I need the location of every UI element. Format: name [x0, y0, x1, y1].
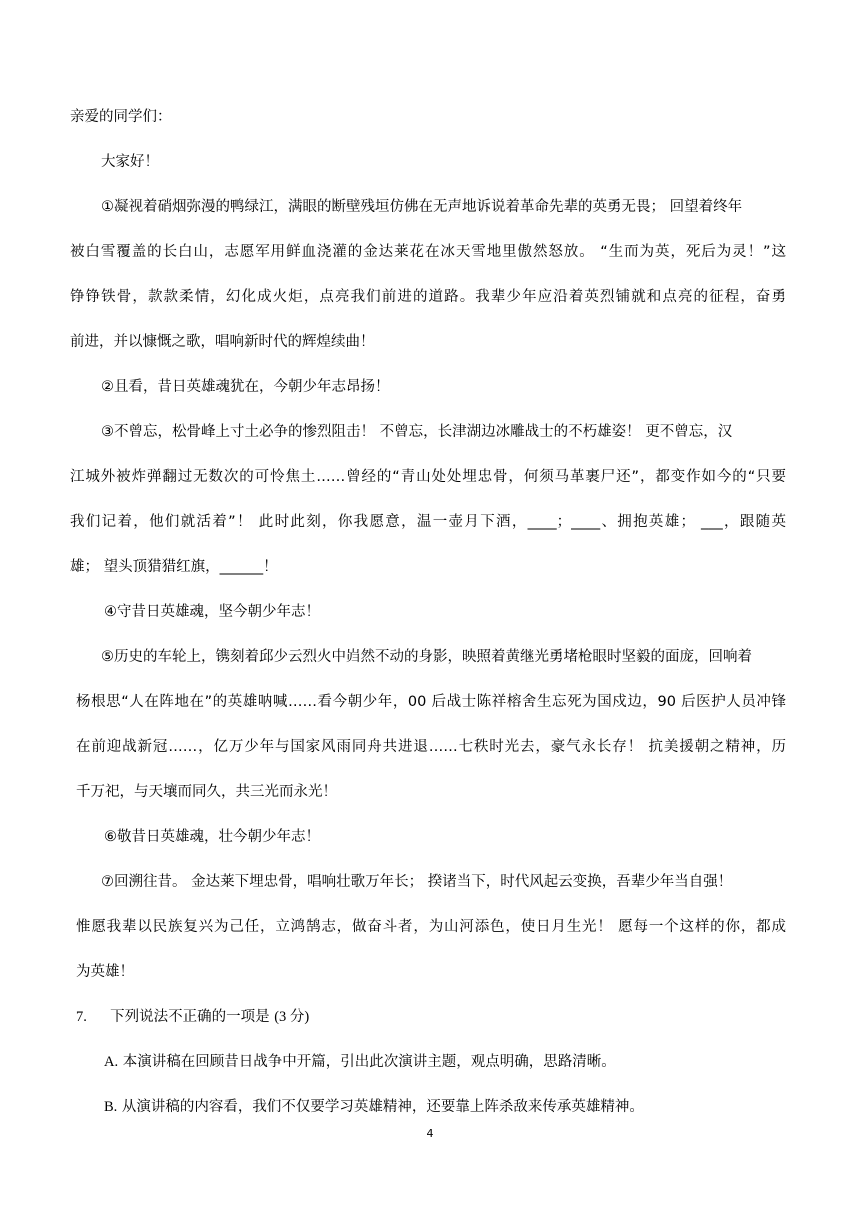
- option-a-letter: A.: [104, 1054, 119, 1070]
- paragraph-1-line-4: 前进，并以慷慨之歌，唱响新时代的辉煌续曲！: [70, 334, 375, 350]
- question-7: [76, 995, 309, 1040]
- paragraph-1-line-3: 铮铮铁骨，款款柔情，幻化成火炬，点亮我们前进的道路。我辈少年应沿着英烈铺就和点亮的征程，奋勇: [70, 289, 786, 305]
- page-number: 4: [426, 1127, 434, 1140]
- paragraph-5-line-3: 在前迎战新冠……，亿万少年与国家风雨同舟共进退……七秩时光去，豪气永长存！ 抗美援朝之精神，历: [76, 739, 786, 755]
- salutation: 亲爱的同学们：: [70, 109, 172, 125]
- paragraph-3-line-1: ③不曾忘，松骨峰上寸土必争的惨烈阻击！ 不曾忘，长津湖边冰雕战士的不朽雄姿！ 更不曾忘，汉: [101, 424, 733, 440]
- question-points: (3 分): [274, 1009, 310, 1025]
- paragraph-6: ⑥敬昔日英雄魂，壮今朝少年志！: [104, 829, 320, 845]
- greeting: 大家好！: [101, 154, 159, 170]
- question-number: 7.: [76, 1009, 87, 1025]
- paragraph-5-line-1: ⑤历史的车轮上，镌刻着邱少云烈火中岿然不动的身影，映照着黄继光勇堵枪眼时坚毅的面庞，回响着: [101, 649, 752, 665]
- paragraph-3-line-4: 雄； 望头顶猎猎红旗，______！: [70, 559, 278, 575]
- paragraph-7-line-2: 惟愿我辈以民族复兴为己任，立鸿鹄志，做奋斗者，为山河添色，使日月生光！ 愿每一个这样的你，都成: [76, 919, 786, 935]
- paragraph-2: ②且看，昔日英雄魂犹在，今朝少年志昂扬！: [101, 379, 390, 395]
- paragraph-3-line-3: 我们记着，他们就活着”！ 此时此刻，你我愿意，温一壶月下酒，____；____、拥抱英雄； ___，跟随英: [70, 514, 786, 530]
- option-b-text: 从演讲稿的内容看，我们不仅要学习英雄精神，还要靠上阵杀敌来传承英雄精神。: [121, 1099, 644, 1115]
- option-a: [104, 1040, 616, 1085]
- option-b-letter: B.: [104, 1099, 118, 1115]
- paragraph-1-line-2: 被白雪覆盖的长白山，志愿军用鲜血浇灌的金达莱花在冰天雪地里傲然怒放。 “生而为英，死后为灵！”这: [70, 244, 786, 260]
- option-a-text: 本演讲稿在回顾昔日战争中开篇，引出此次演讲主题，观点明确，思路清晰。: [122, 1054, 616, 1070]
- paragraph-7-line-1: ⑦回溯往昔。 金达莱下埋忠骨，唱响壮歌万年长； 揆诸当下，时代风起云变换，吾辈少年当自强！: [101, 874, 733, 890]
- paragraph-3-line-2: 江城外被炸弹翻过无数次的可怜焦土……曾经的“青山处处埋忠骨，何须马革裹尸还”，都变作如今的“只要: [70, 469, 786, 485]
- paragraph-1-line-1: ①凝视着硝烟弥漫的鸭绿江，满眼的断壁残垣仿佛在无声地诉说着革命先辈的英勇无畏； 回望着终年: [101, 199, 743, 215]
- paragraph-5-line-2: 杨根思“人在阵地在”的英雄呐喊……看今朝少年，00 后战士陈祥榕舍生忘死为国戍边，90 后医护人员冲锋: [76, 694, 786, 710]
- paragraph-7-line-3: 为英雄！: [76, 964, 134, 980]
- paragraph-5-line-4: 千万祀，与天壤而同久，共三光而永光！: [76, 784, 337, 800]
- question-stem: 下列说法不正确的一项是: [110, 1009, 270, 1025]
- paragraph-4: ④守昔日英雄魂，坚今朝少年志！: [104, 604, 320, 620]
